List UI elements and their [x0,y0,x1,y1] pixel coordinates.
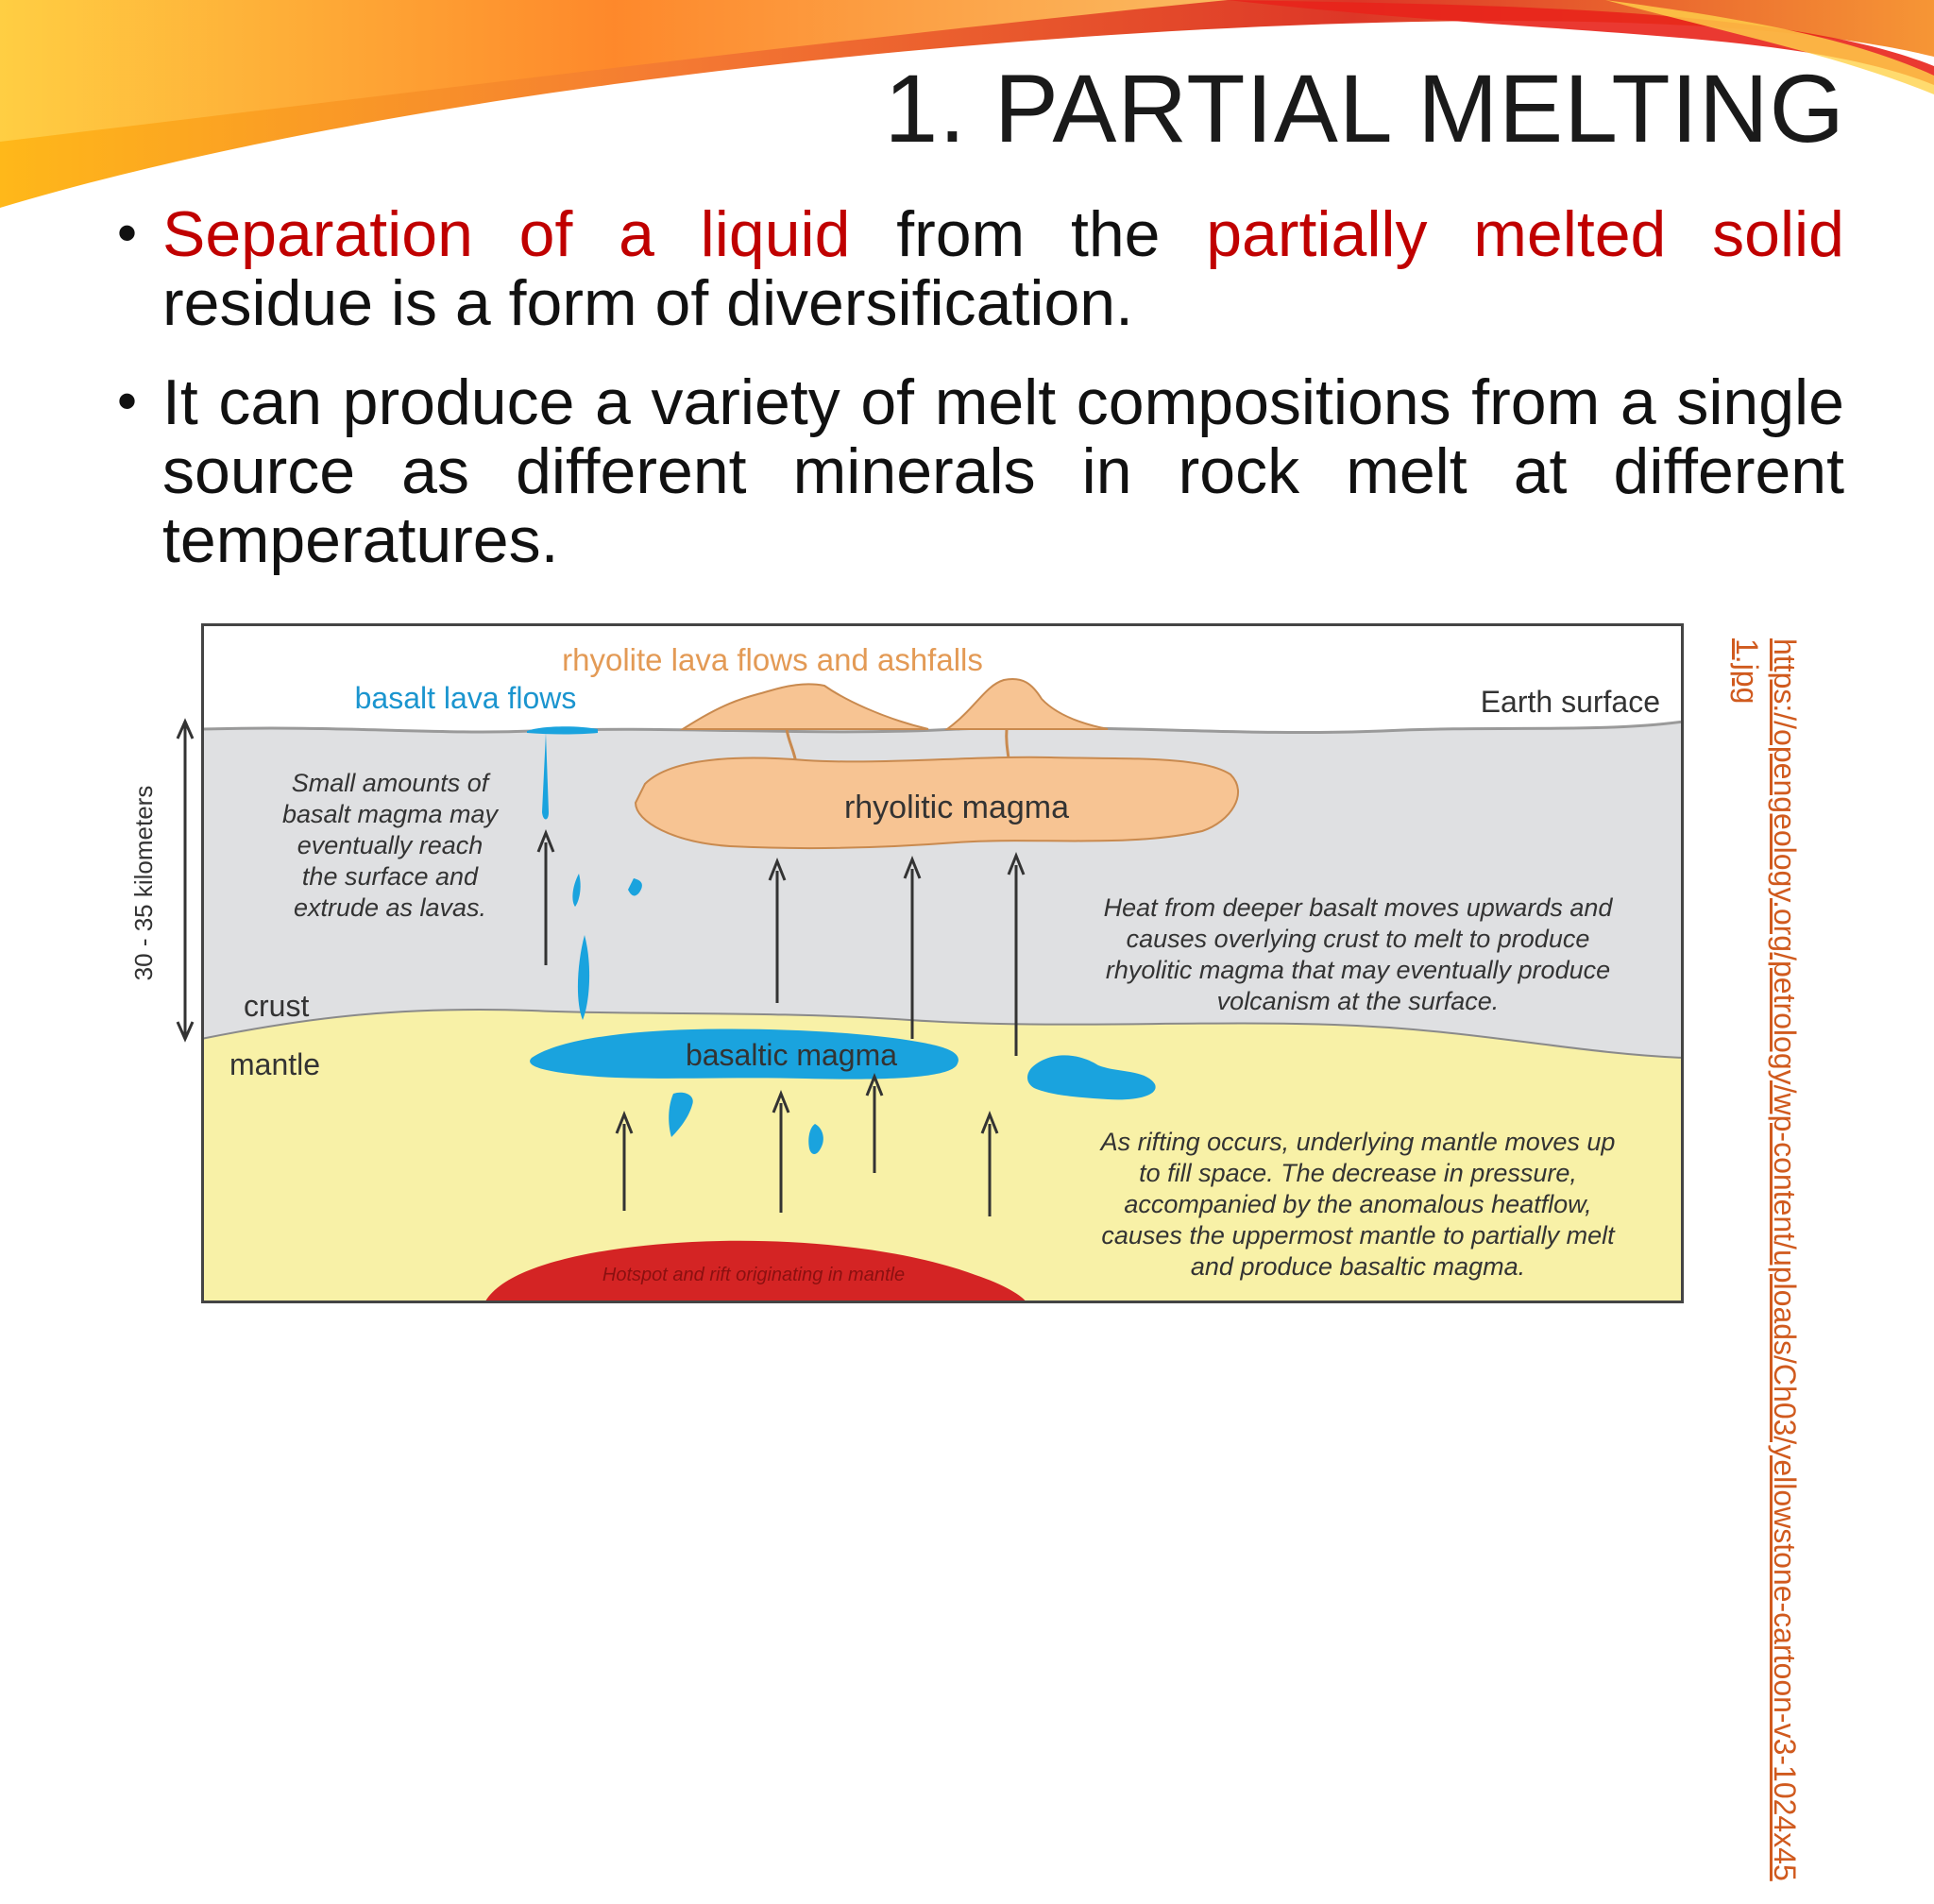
caption-line: accompanied by the anomalous heatflow, [1124,1190,1592,1218]
caption-line: to fill space. The decrease in pressure, [1139,1159,1577,1187]
bullet-dot-icon: • [117,369,138,433]
bullet-text: It can produce a variety of melt compositions from a single source as different minerals in rock melt at different temperatures. [162,366,1844,576]
caption-line: As rifting occurs, underlying mantle moves up [1100,1128,1616,1156]
caption-line: Small amounts of [291,769,489,797]
basalt-reach-caption [282,769,500,922]
bullet-highlight: Separation of a liquid [162,198,851,270]
crust-label: crust [244,989,310,1023]
caption-line: causes the uppermost mantle to partially melt [1101,1221,1615,1250]
basalt-flows-label: basalt lava flows [354,681,577,715]
caption-line: extrude as lavas. [293,893,487,922]
caption-line: causes overlying crust to melt to produce [1126,925,1590,953]
thickness-label: 30 - 35 kilometers [129,785,158,981]
thickness-arrow [178,722,193,1039]
caption-line: and produce basaltic magma. [1190,1252,1526,1281]
bullet-item [113,200,1844,338]
caption-line: basalt magma may [281,800,499,828]
rhyolite-flows-label: rhyolite lava flows and ashfalls [562,642,983,677]
slide-title: 1. PARTIAL MELTING [884,55,1845,162]
caption-line: rhyolitic magma that may eventually produce [1105,956,1611,984]
caption-line: volcanism at the surface. [1216,987,1500,1015]
bullet-text: residue is a form of diversification. [162,267,1133,339]
mantle-label: mantle [229,1047,321,1081]
partial-melting-diagram [129,623,1684,1303]
caption-line: Heat from deeper basalt moves upwards and [1103,893,1613,922]
rhyolitic-magma-label: rhyolitic magma [843,790,1070,825]
bullet-text: from the [850,198,1207,270]
caption-line: eventually reach [297,831,484,859]
caption-line: the surface and [301,862,479,891]
bullet-dot-icon: • [117,201,138,264]
bullet-highlight: partially melted solid [1206,198,1844,270]
basaltic-magma-label: basaltic magma [685,1038,898,1072]
bullet-item [113,368,1844,575]
earth-surface-label: Earth surface [1480,685,1660,719]
bullet-list [113,200,1844,605]
hotspot-label: Hotspot and rift originating in mantle [602,1265,906,1285]
source-link[interactable]: https://opengeology.org/petrology/wp-content/uploads/Ch03/yellowstone-cartoon-v3-1024x451.jpg [1730,638,1802,1881]
